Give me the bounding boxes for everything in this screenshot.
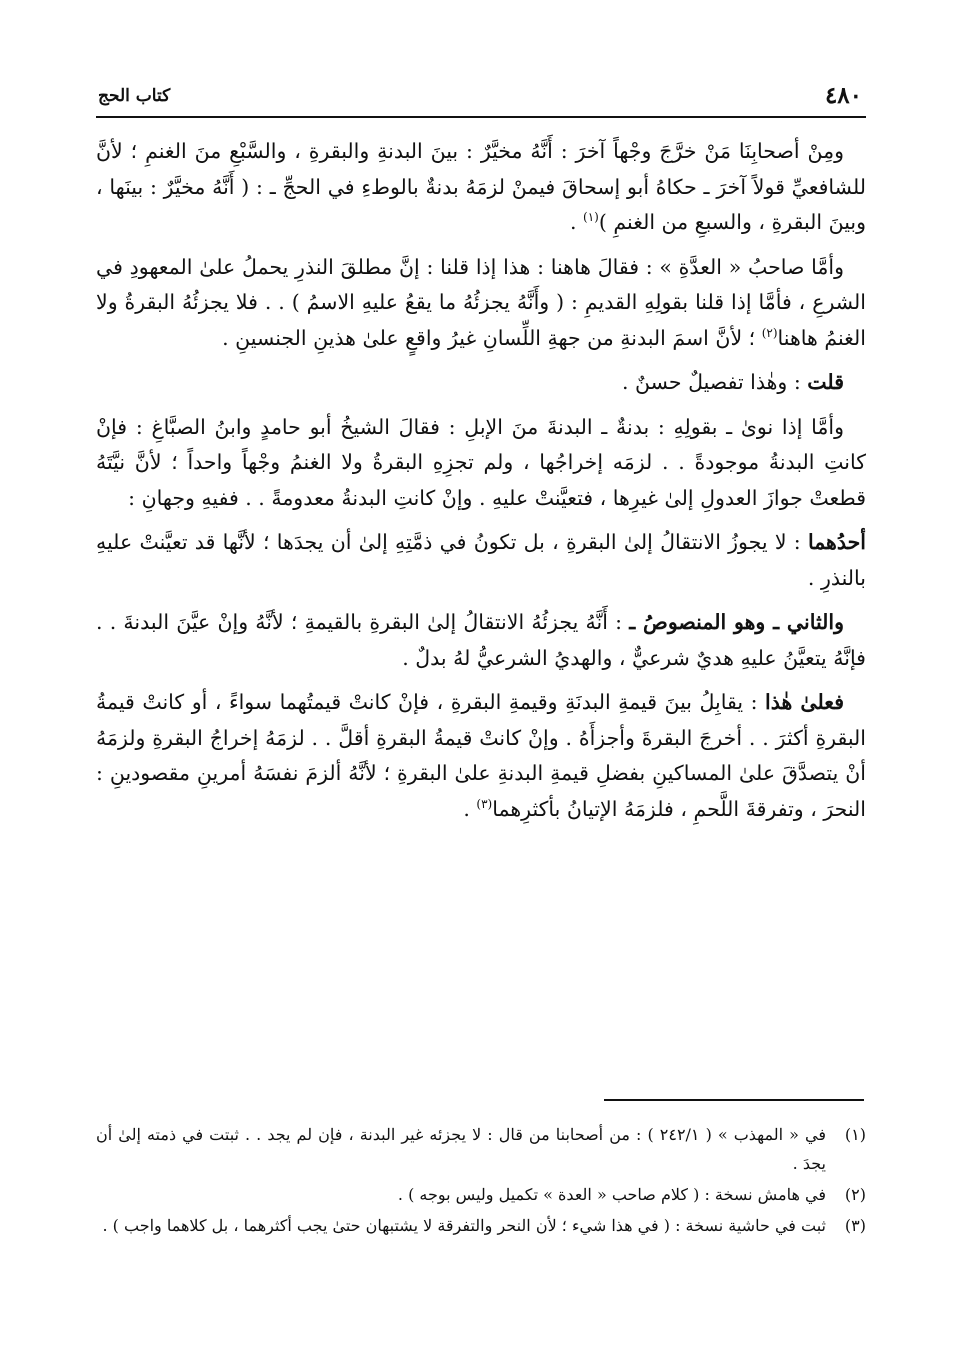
footnote-number: (٣) bbox=[844, 1216, 866, 1235]
main-text bbox=[96, 134, 866, 836]
paragraph-6 bbox=[96, 605, 866, 676]
page-header bbox=[96, 82, 866, 118]
paragraph-lead: أحدُهما bbox=[807, 530, 866, 554]
paragraph-text: : أَنَّهُ يجزئُهُ الانتقالُ إلىٰ البقرةِ بالقيمةِ ؛ لأنَّهُ وإنْ عيَّنَ البدنةَ . . فإنَّهُ يتعيَّنُ عليهِ هديٌ شرعيٌّ ، والهديُ الشرعيُّ لهُ بدلٌ . bbox=[96, 610, 866, 670]
footnote-text: في « المهذب » ( ٢٤٢/١ ) : من أصحابنا من قال : لا يجزئه غير البدنة ، فإن لم يجد . . ثبتت في ذمته إلىٰ أن يجدَ . bbox=[96, 1125, 827, 1173]
paragraph-end: ؛ لأنَّ اسمَ البدنةِ من جهةِ اللِّسانِ غيرُ واقعٍ علىٰ هذينِ الجنسينِ . bbox=[222, 325, 762, 350]
footnote-number: (٢) bbox=[844, 1185, 866, 1204]
paragraph-lead: والثاني ـ وهو المنصوصُ ـ bbox=[629, 610, 844, 634]
paragraph-1 bbox=[96, 134, 866, 241]
paragraph-text: وأمَّا إذا نوىٰ ـ بقولِهِ : بدنةٌ ـ البدنةَ منَ الإبلِ : فقالَ الشيخُ أبو حامدٍ وابنُ الصبَّاغِ : فإنْ كانتِ البدنةُ موجودةً . . لزمَه إخراجُها ، ولم تجزِهِ البقرةُ ولا الغنمُ وجْهاً واحداً ؛ لأنَّ نيَّتَهُ قطعتْ جوازَ العدولِ إلىٰ غيرِها ، فتعيَّنتْ عليهِ . وإنْ كانتِ البدنةُ معدومةً . . ففيهِ وجهانِ : bbox=[96, 414, 866, 510]
page-number: ٤٨٠ bbox=[824, 82, 862, 109]
paragraph-4 bbox=[96, 410, 866, 517]
footnotes bbox=[96, 1120, 866, 1242]
footnote-ref-1[interactable]: (١) bbox=[583, 210, 599, 225]
paragraph-3 bbox=[96, 365, 866, 401]
paragraph-lead: قلت bbox=[807, 370, 844, 394]
paragraph-end: . bbox=[463, 796, 477, 821]
paragraph-end: . bbox=[569, 210, 584, 234]
footnote-text: في هامش نسخة : ( كلام صاحب « العدة » تكميل وليس بوجه ) . bbox=[397, 1185, 826, 1204]
paragraph-7 bbox=[96, 685, 866, 827]
footnote-ref-2[interactable]: (٢) bbox=[761, 325, 778, 340]
paragraph-lead: فعلىٰ هٰذا bbox=[765, 690, 844, 714]
footnote-number: (١) bbox=[844, 1125, 866, 1144]
paragraph-2 bbox=[96, 250, 866, 357]
paragraph-text: : يقابِلُ بينَ قيمةِ البدنَةِ وقيمةِ البقرةِ ، فإنْ كانتْ قيمتُهما سواءً ، أو كانتْ قيمةُ البقرةِ أكثرَ . . أخرجَ البقرةَ وأجزأَهُ . وإنْ كانتْ قيمةُ البقرةِ أقلَّ . . لزمَهُ إخراجُ البقرةِ ولزمَهُ أنْ يتصدَّقَ علىٰ المساكينِ بفضلِ قيمةِ البدنةِ علىٰ البقرةِ ؛ لأنَّهُ ألزمَ نفسَهُ أمرينِ مقصودينِ : النحرَ ، وتفرقةَ اللَّحمِ ، فلزمَهُ الإتيانُ بأكثرِهما bbox=[96, 690, 866, 821]
paragraph-text: : وهٰذا تفصيلٌ حسنٌ . bbox=[621, 370, 808, 394]
running-title: كتاب الحج bbox=[98, 86, 171, 106]
paragraph-text: ومِنْ أصحابِنَا مَنْ خرَّجَ وجْهاً آخرَ : أَنَّهُ مخيَّرٌ : بينَ البدنةِ والبقرةِ ، والسَّبْعِ منَ الغنمِ ؛ لأنَّ للشافعيِّ قولاً آخرَ ـ حكاهُ أبو إسحاقَ فيمنْ لزمَهُ بدنةٌ بالوطءِ في الحجِّ ـ : ( أَنَّهُ مخيَّرٌ : بينَها ، وبينَ البقرةِ ، والسبعِ من الغنمِ ) bbox=[96, 139, 866, 234]
paragraph-text: وأمَّا صاحبُ « العدَّةِ » : فقالَ هاهنا : هذا إذا قلنا : إنَّ مطلقَ النذرِ يحملُ علىٰ المعهودِ في الشرعِ ، فأمَّا إذا قلنا بقولِهِ القديمِ : ( وأَنَّهُ يجزئُهُ ما يقعُ عليهِ الاسمُ ) . . فلا يجزئُهُ البقرةُ ولا الغنمُ هاهنا bbox=[96, 254, 866, 350]
footnote-divider bbox=[604, 1099, 864, 1101]
footnote-3 bbox=[96, 1211, 866, 1240]
footnote-2 bbox=[96, 1180, 866, 1209]
paragraph-5 bbox=[96, 525, 866, 596]
paragraph-text: : لا يجوزُ الانتقالُ إلىٰ البقرةِ ، بل تكونُ في ذمَّتِهِ إلىٰ أن يجدَها ؛ لأنَّها قد تعيَّنتْ عليهِ بالنذرِ . bbox=[96, 530, 866, 590]
footnote-ref-3[interactable]: (٣) bbox=[476, 796, 493, 811]
footnote-text: ثبت في حاشية نسخة : ( في هذا شيء ؛ لأن النحر والتفرقة لا يشتبهان حتىٰ يجب أكثرهما ، بل كلاهما واجب ) . bbox=[102, 1216, 826, 1235]
footnote-1 bbox=[96, 1120, 866, 1178]
